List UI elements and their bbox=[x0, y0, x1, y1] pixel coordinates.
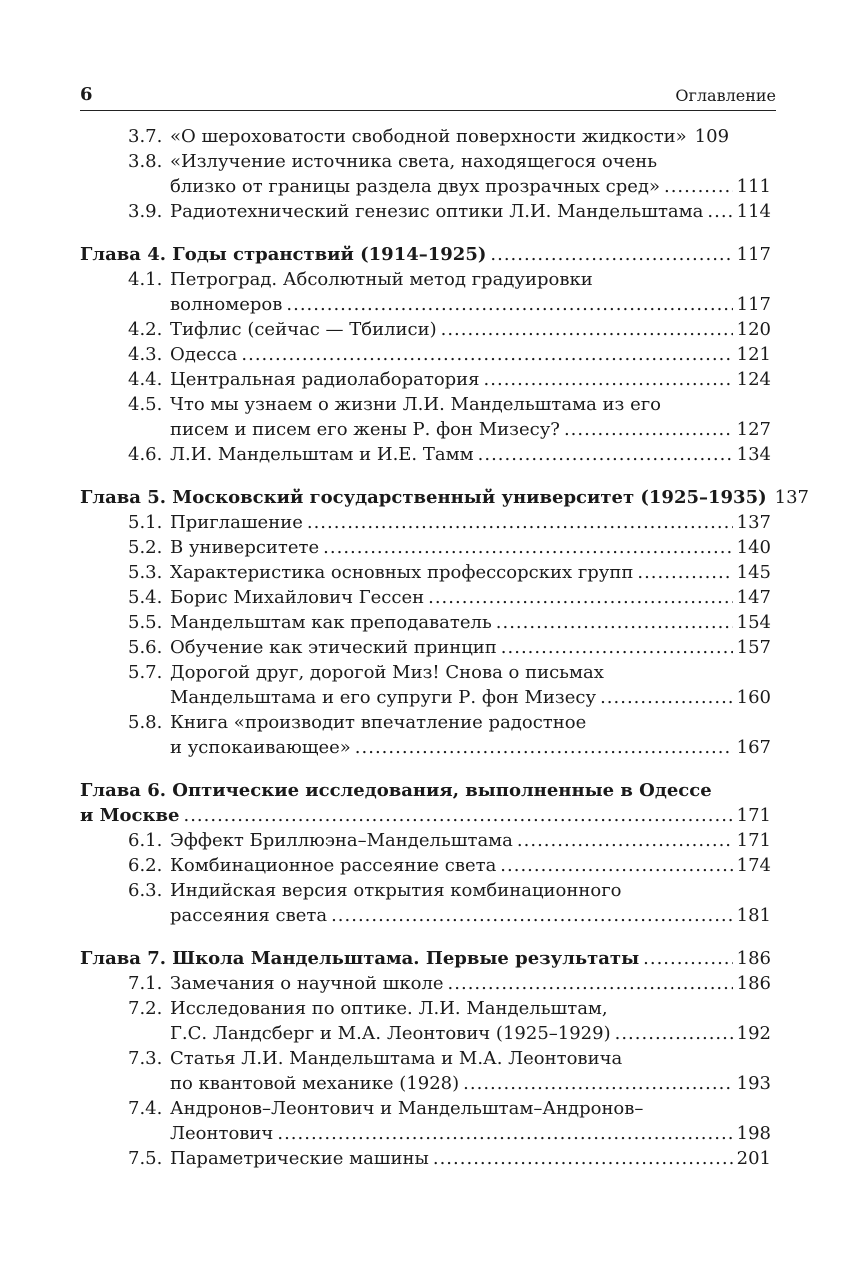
section-number: 6.1. bbox=[128, 830, 163, 851]
page-ref: 114 bbox=[736, 201, 771, 222]
section-title: Книга «производит впечатление радостное bbox=[170, 712, 587, 733]
toc-entry-7-5[interactable] bbox=[80, 1146, 771, 1171]
page-ref: 181 bbox=[736, 905, 771, 926]
chapter-title: Глава 6. Оптические исследования, выполненные в Одессе bbox=[80, 780, 712, 801]
page-ref: 157 bbox=[736, 637, 771, 658]
section-number: 5.8. bbox=[128, 712, 163, 733]
section-title-cont: Г.С. Ландсберг и М.А. Леонтович (1925–1929) bbox=[170, 1023, 611, 1044]
toc-entry-7-4[interactable] bbox=[80, 1096, 771, 1146]
page-ref: 121 bbox=[736, 344, 771, 365]
leader-dots bbox=[707, 199, 732, 224]
page-ref: 174 bbox=[736, 855, 771, 876]
toc-entry-7-2[interactable] bbox=[80, 996, 771, 1046]
toc-entry-4-3[interactable] bbox=[80, 342, 771, 367]
section-number: 4.2. bbox=[128, 319, 163, 340]
leader-dots bbox=[463, 1071, 732, 1096]
page-ref: 124 bbox=[736, 369, 771, 390]
section-number: 5.7. bbox=[128, 662, 163, 683]
section-number: 4.1. bbox=[128, 269, 163, 290]
section-title: Тифлис (сейчас — Тбилиси) bbox=[170, 319, 437, 340]
page-ref: 134 bbox=[736, 444, 771, 465]
toc-entry-5-8[interactable] bbox=[80, 710, 771, 760]
toc-entry-7-1[interactable] bbox=[80, 971, 771, 996]
page-ref: 186 bbox=[736, 948, 771, 969]
section-number: 4.4. bbox=[128, 369, 163, 390]
leader-dots bbox=[441, 317, 733, 342]
section-title: Исследования по оптике. Л.И. Мандельштам, bbox=[170, 998, 608, 1019]
toc-entry-4-4[interactable] bbox=[80, 367, 771, 392]
page-ref: 193 bbox=[736, 1073, 771, 1094]
section-title: Петроград. Абсолютный метод градуировки bbox=[170, 269, 593, 290]
section-title: «О шероховатости свободной поверхности жидкости» bbox=[170, 126, 687, 147]
leader-dots bbox=[307, 510, 733, 535]
page-ref: 160 bbox=[736, 687, 771, 708]
leader-dots bbox=[428, 585, 733, 610]
section-title: Замечания о научной школе bbox=[170, 973, 444, 994]
page-ref: 147 bbox=[736, 587, 771, 608]
leader-dots bbox=[564, 417, 733, 442]
leader-dots bbox=[241, 342, 732, 367]
page-ref: 137 bbox=[774, 487, 809, 508]
section-title: Что мы узнаем о жизни Л.И. Мандельштама из его bbox=[170, 394, 661, 415]
table-of-contents bbox=[80, 124, 809, 1171]
page-ref: 120 bbox=[736, 319, 771, 340]
section-number: 3.7. bbox=[128, 126, 163, 147]
section-title-cont: по квантовой механике (1928) bbox=[170, 1073, 460, 1094]
toc-entry-5-1[interactable] bbox=[80, 510, 771, 535]
page-header bbox=[80, 84, 776, 111]
page-ref: 117 bbox=[736, 294, 771, 315]
section-title: Параметрические машины bbox=[170, 1148, 429, 1169]
toc-entry-5-2[interactable] bbox=[80, 535, 771, 560]
section-title: Борис Михайлович Гессен bbox=[170, 587, 425, 608]
section-title: Характеристика основных профессорских групп bbox=[170, 562, 634, 583]
section-title-cont: близко от границы раздела двух прозрачных сред» bbox=[170, 176, 660, 197]
leader-dots bbox=[323, 535, 732, 560]
leader-dots bbox=[517, 828, 733, 853]
chapter-title: Глава 7. Школа Мандельштама. Первые результаты bbox=[80, 948, 640, 969]
section-number: 6.3. bbox=[128, 880, 163, 901]
toc-chapter-5[interactable] bbox=[80, 485, 809, 510]
section-title: Комбинационное рассеяние света bbox=[170, 855, 497, 876]
toc-entry-4-5[interactable] bbox=[80, 392, 771, 442]
leader-dots bbox=[433, 1146, 733, 1171]
section-title-cont: и успокаивающее» bbox=[170, 737, 351, 758]
section-number: 5.5. bbox=[128, 612, 163, 633]
page-ref: 192 bbox=[736, 1023, 771, 1044]
toc-entry-3-7[interactable] bbox=[80, 124, 771, 149]
section-number: 5.4. bbox=[128, 587, 163, 608]
page-ref: 201 bbox=[736, 1148, 771, 1169]
section-title: Эффект Бриллюэна–Мандельштама bbox=[170, 830, 513, 851]
section-title: Приглашение bbox=[170, 512, 303, 533]
page-ref: 171 bbox=[736, 805, 771, 826]
chapter-title-cont: и Москве bbox=[80, 805, 180, 826]
leader-dots bbox=[637, 560, 732, 585]
toc-entry-6-2[interactable] bbox=[80, 853, 771, 878]
toc-entry-5-3[interactable] bbox=[80, 560, 771, 585]
section-title: Одесса bbox=[170, 344, 238, 365]
toc-chapter-6[interactable] bbox=[80, 778, 771, 828]
leader-dots bbox=[478, 442, 733, 467]
leader-dots bbox=[615, 1021, 733, 1046]
leader-dots bbox=[286, 292, 732, 317]
section-number: 4.5. bbox=[128, 394, 163, 415]
section-number: 5.3. bbox=[128, 562, 163, 583]
section-number: 6.2. bbox=[128, 855, 163, 876]
page-ref: 140 bbox=[736, 537, 771, 558]
section-number: 3.8. bbox=[128, 151, 163, 172]
page-ref: 167 bbox=[736, 737, 771, 758]
leader-dots bbox=[496, 610, 733, 635]
toc-entry-4-6[interactable] bbox=[80, 442, 771, 467]
section-title: «Излучение источника света, находящегося очень bbox=[170, 151, 658, 172]
leader-dots bbox=[600, 685, 733, 710]
chapter-title: Глава 5. Московский государственный университет (1925–1935) bbox=[80, 487, 767, 508]
section-number: 7.3. bbox=[128, 1048, 163, 1069]
toc-entry-4-1[interactable] bbox=[80, 267, 771, 317]
page-ref: 117 bbox=[736, 244, 771, 265]
section-title-cont: Леонтович bbox=[170, 1123, 274, 1144]
section-title: В университете bbox=[170, 537, 320, 558]
toc-chapter-4[interactable] bbox=[80, 242, 771, 267]
section-title: Л.И. Мандельштам и И.Е. Тамм bbox=[170, 444, 474, 465]
leader-dots bbox=[277, 1121, 732, 1146]
toc-entry-6-3[interactable] bbox=[80, 878, 771, 928]
toc-entry-3-9[interactable] bbox=[80, 199, 771, 224]
section-number: 7.1. bbox=[128, 973, 163, 994]
section-title-cont: Мандельштама и его супруги Р. фон Мизесу bbox=[170, 687, 597, 708]
toc-entry-7-3[interactable] bbox=[80, 1046, 771, 1096]
section-number: 5.2. bbox=[128, 537, 163, 558]
page-ref: 127 bbox=[736, 419, 771, 440]
section-title: Индийская версия открытия комбинационного bbox=[170, 880, 622, 901]
section-title-cont: волномеров bbox=[170, 294, 283, 315]
toc-entry-5-4[interactable] bbox=[80, 585, 771, 610]
section-title-cont: рассеяния света bbox=[170, 905, 328, 926]
page-number: 6 bbox=[80, 84, 93, 105]
section-title: Мандельштам как преподаватель bbox=[170, 612, 492, 633]
toc-entry-5-7[interactable] bbox=[80, 660, 771, 710]
page-ref: 171 bbox=[736, 830, 771, 851]
leader-dots bbox=[183, 803, 732, 828]
page-ref: 145 bbox=[736, 562, 771, 583]
page-ref: 154 bbox=[736, 612, 771, 633]
section-title: Центральная радиолаборатория bbox=[170, 369, 480, 390]
section-number: 7.5. bbox=[128, 1148, 163, 1169]
toc-entry-4-2[interactable] bbox=[80, 317, 771, 342]
toc-entry-3-8[interactable] bbox=[80, 149, 771, 199]
page-ref: 198 bbox=[736, 1123, 771, 1144]
toc-entry-6-1[interactable] bbox=[80, 828, 771, 853]
page-ref: 137 bbox=[736, 512, 771, 533]
section-title: Радиотехнический генезис оптики Л.И. Мандельштама bbox=[170, 201, 704, 222]
section-title: Статья Л.И. Мандельштама и М.А. Леонтовича bbox=[170, 1048, 623, 1069]
section-number: 7.4. bbox=[128, 1098, 163, 1119]
leader-dots bbox=[664, 174, 733, 199]
section-title: Андронов–Леонтович и Мандельштам–Андронов– bbox=[170, 1098, 644, 1119]
section-title: Обучение как этический принцип bbox=[170, 637, 497, 658]
section-title-cont: писем и писем его жены Р. фон Мизесу? bbox=[170, 419, 560, 440]
section-number: 3.9. bbox=[128, 201, 163, 222]
page-ref: 109 bbox=[694, 126, 730, 147]
running-title: Оглавление bbox=[675, 86, 776, 105]
leader-dots bbox=[490, 242, 732, 267]
leader-dots bbox=[484, 367, 733, 392]
toc-entry-5-5[interactable] bbox=[80, 610, 771, 635]
chapter-title: Глава 4. Годы странствий (1914–1925) bbox=[80, 244, 487, 265]
section-number: 4.6. bbox=[128, 444, 163, 465]
leader-dots bbox=[355, 735, 733, 760]
section-number: 5.1. bbox=[128, 512, 163, 533]
leader-dots bbox=[448, 971, 733, 996]
leader-dots bbox=[501, 635, 733, 660]
page-ref: 186 bbox=[736, 973, 771, 994]
page-ref: 111 bbox=[736, 176, 771, 197]
toc-chapter-7[interactable] bbox=[80, 946, 771, 971]
toc-entry-5-6[interactable] bbox=[80, 635, 771, 660]
leader-dots bbox=[331, 903, 733, 928]
section-number: 7.2. bbox=[128, 998, 163, 1019]
leader-dots bbox=[643, 946, 733, 971]
section-number: 4.3. bbox=[128, 344, 163, 365]
leader-dots bbox=[500, 853, 732, 878]
section-number: 5.6. bbox=[128, 637, 163, 658]
section-title: Дорогой друг, дорогой Миз! Снова о письмах bbox=[170, 662, 604, 683]
